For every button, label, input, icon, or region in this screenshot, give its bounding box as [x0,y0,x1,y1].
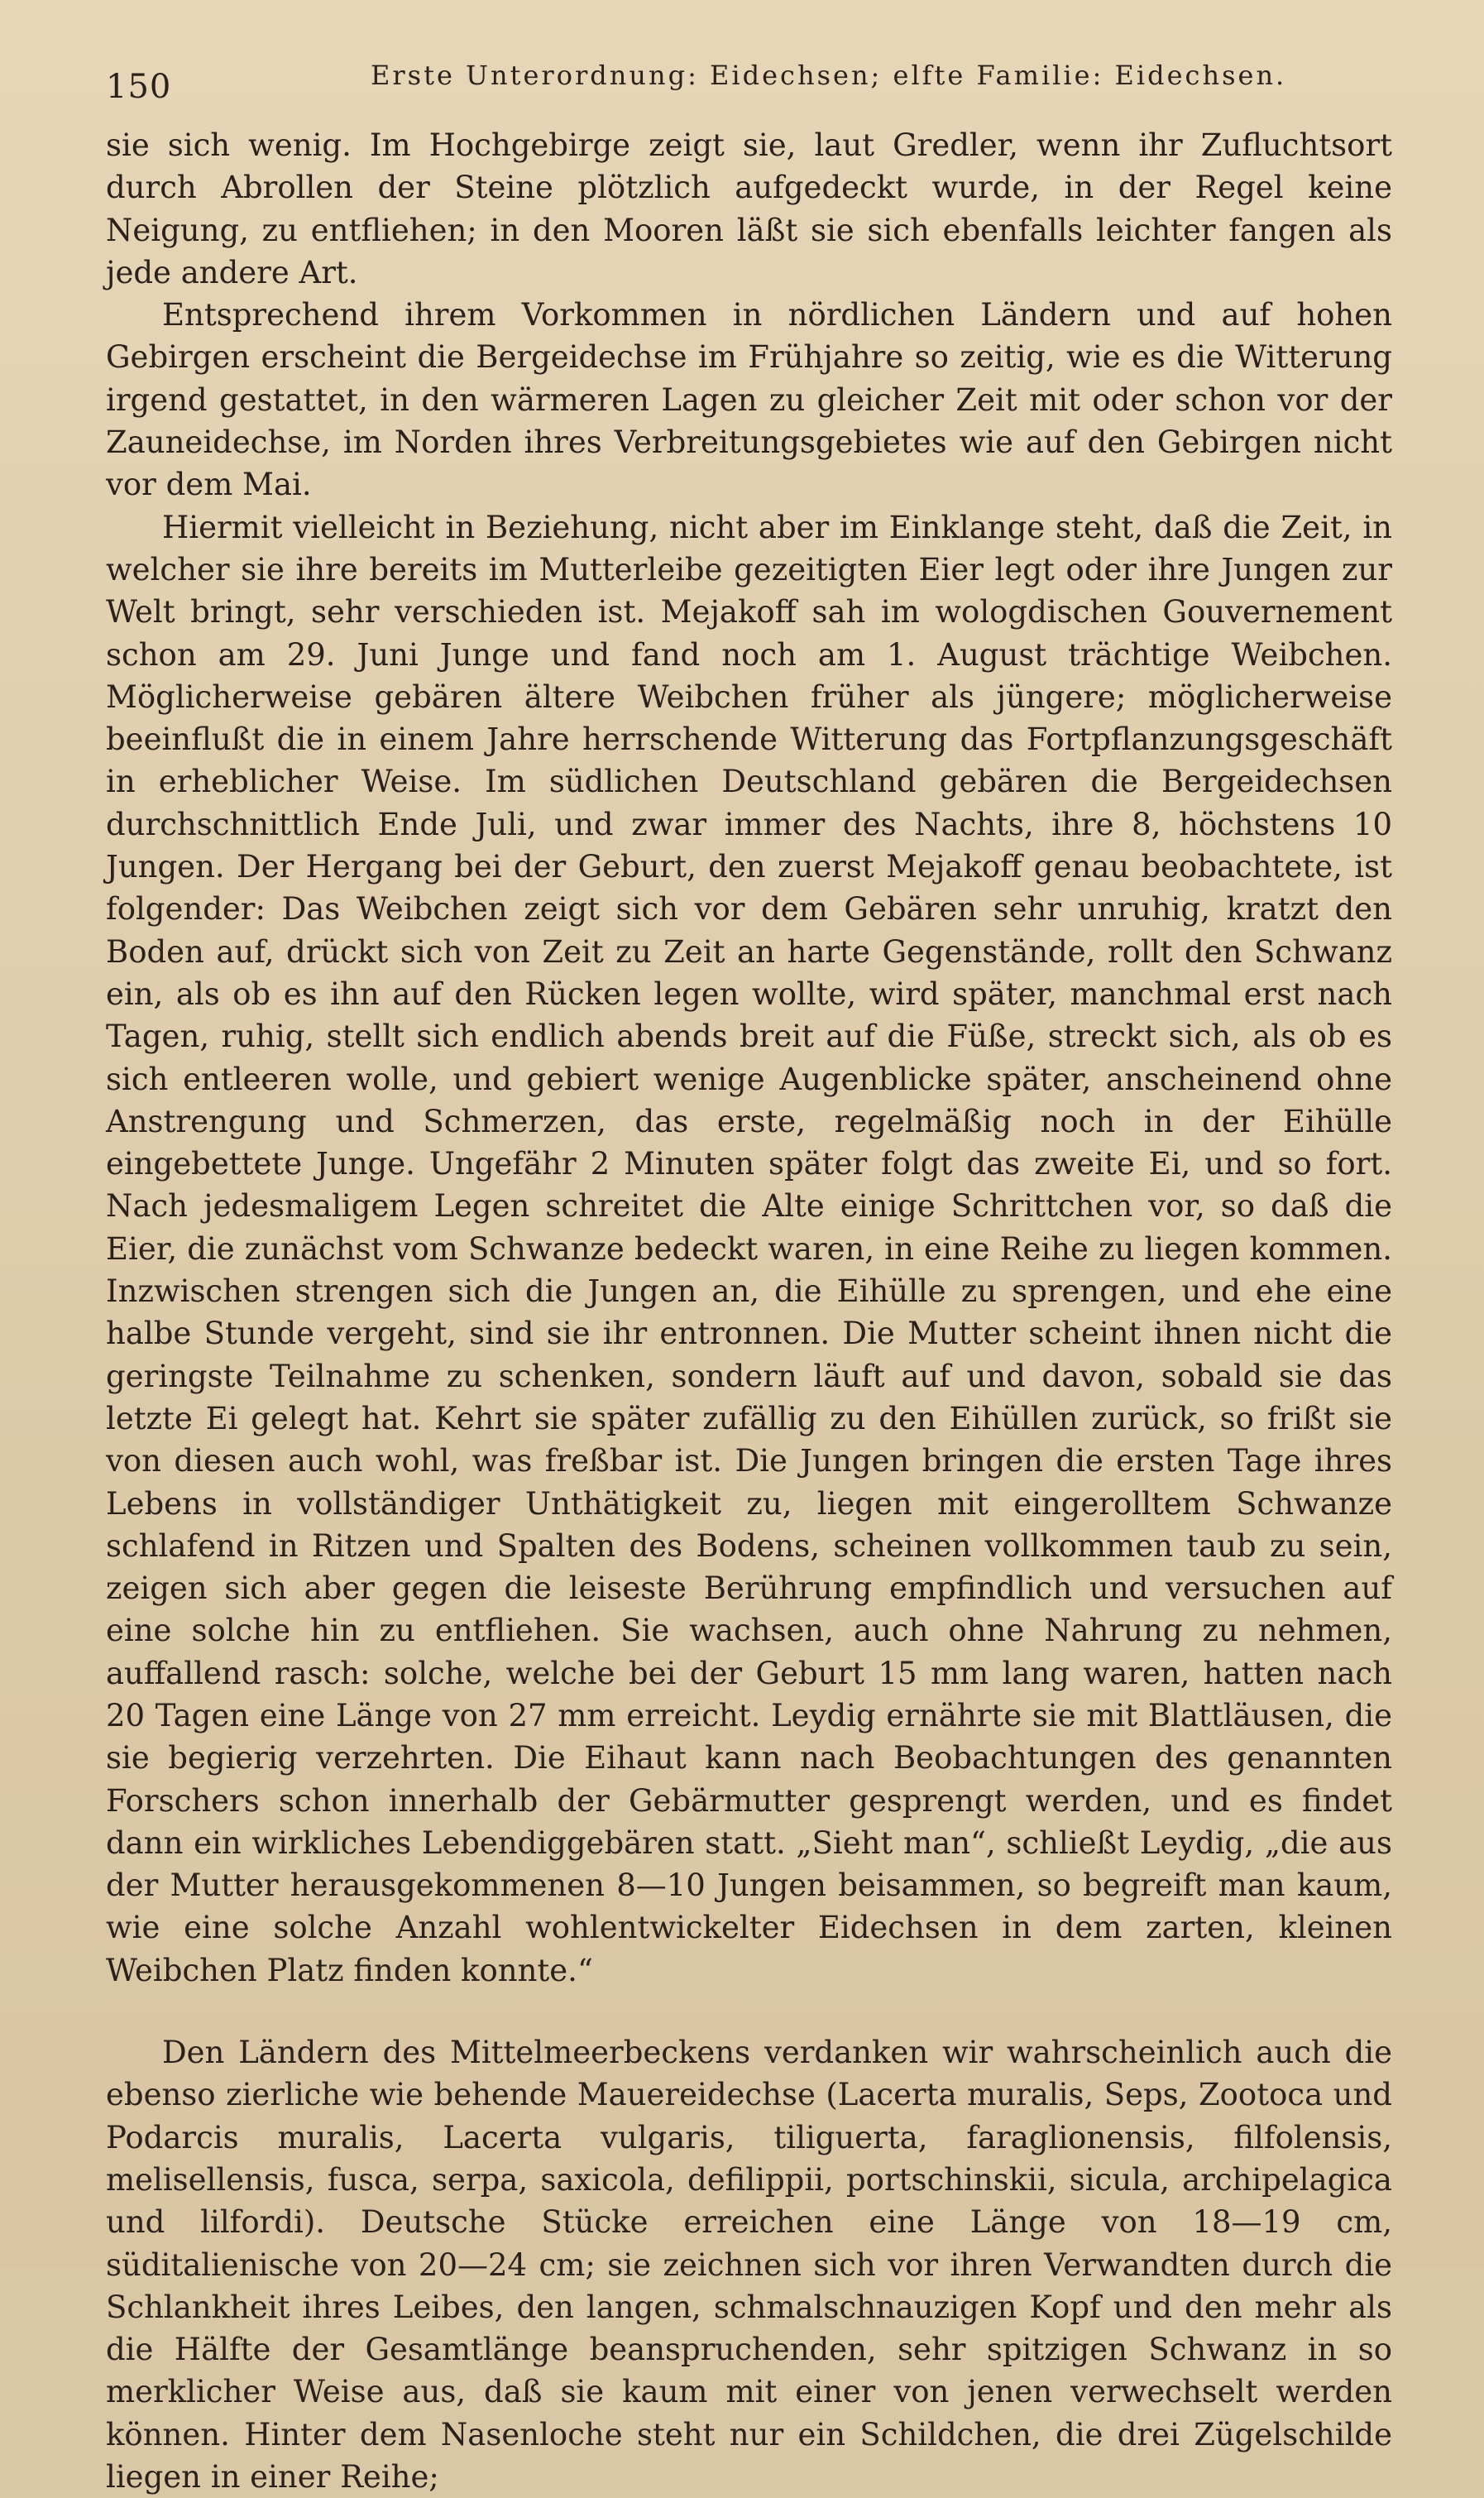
page-header [106,51,1396,106]
page-number: 150 [106,68,172,106]
paragraph: Entsprechend ihrem Vorkommen in nördlichen Ländern und auf hohen Gebirgen erscheint die Bergeidechse im Frühjahre so zeitig, wie es die Witterung irgend gestattet, in den wärmeren Lagen zu gleicher Zeit mit oder schon vor der Zauneidechse, im Norden ihres Verbreitungsgebietes wie auf den Gebirgen nicht vor dem Mai. [106,297,1392,503]
paragraph: sie sich wenig. Im Hochgebirge zeigt sie, laut Gredler, wenn ihr Zufluchtsort durch Abrollen der Steine plötzlich aufgedeckt wurde, in der Regel keine Neigung, zu entfliehen; in den Mooren läßt sie sich ebenfalls leichter fangen als jede andere Art. [106,127,1392,290]
paragraph: Hiermit vielleicht in Beziehung, nicht aber im Einklange steht, daß die Zeit, in welcher sie ihre bereits im Mutterleibe gezeitigten Eier legt oder ihre Jungen zur Welt bringt, sehr verschieden ist. Mejakoff sah im wologdischen Gouvernement schon am 29. Juni Junge und fand noch am 1. August trächtige Weibchen. Möglicherweise gebären ältere Weibchen früher als jüngere; möglicherweise beeinflußt die in einem Jahre herrschende Witterung das Fortpflanzungsgeschäft in erheblicher Weise. Im südlichen Deutschland gebären die Bergeidechsen durchschnittlich Ende Juli, und zwar immer des Nachts, ihre 8, höchstens 10 Jungen. Der Hergang bei der Geburt, den zuerst Mejakoff genau beobachtete, ist folgender: Das Weibchen zeigt sich vor dem Gebären sehr unruhig, kratzt den Boden auf, drückt sich von Zeit zu Zeit an harte Gegenstände, rollt den Schwanz ein, als ob es ihn auf den Rücken legen wollte, wird später, manchmal erst nach Tagen, ruhig, stellt sich endlich abends breit auf die Füße, streckt sich, als ob es sich entleeren wolle, und gebiert wenige Augenblicke später, anscheinend ohne Anstrengung und Schmerzen, das erste, regelmäßig noch in der Eihülle eingebettete Junge. Ungefähr 2 Minuten später folgt das zweite Ei, und so fort. Nach jedesmaligem Legen schreitet die Alte einige Schrittchen vor, so daß die Eier, die zunächst vom Schwanze bedeckt waren, in eine Reihe zu liegen kommen. Inzwischen strengen sich die Jungen an, die Eihülle zu sprengen, und ehe eine halbe Stunde vergeht, sind sie ihr entronnen. Die Mutter scheint ihnen nicht die geringste Teilnahme zu schenken, sondern läuft auf und davon, sobald sie das letzte Ei gelegt hat. Kehrt sie später zufällig zu den Eihüllen zurück, so frißt sie von diesen auch wohl, was freßbar ist. Die Jungen bringen die ersten Tage ihres Lebens in vollständiger Unthätigkeit zu, liegen mit eingerolltem Schwanze schlafend in Ritzen und Spalten des Bodens, scheinen vollkommen taub zu sein, zeigen sich aber gegen die leiseste Berührung empfindlich und versuchen auf eine solche hin zu entfliehen. Sie wachsen, auch ohne Nahrung zu nehmen, auffallend rasch: solche, welche bei der Geburt 15 mm lang waren, hatten nach 20 Tagen eine Länge von 27 mm erreicht. Leydig ernährte sie mit Blattläusen, die sie begierig verzehrten. Die Eihaut kann nach Beobachtungen des genannten Forschers schon innerhalb der Gebärmutter gesprengt werden, und es findet dann ein wirkliches Lebendiggebären statt. „Sieht man“, schließt Leydig, „die aus der Mutter herausgekommenen 8—10 Jungen beisammen, so begreift man kaum, wie eine solche Anzahl wohlentwickelter Eidechsen in dem zarten, kleinen Weibchen Platz finden konnte.“ [106,509,1392,1988]
body-text [106,124,1392,2498]
paragraph: Den Ländern des Mittelmeerbeckens verdanken wir wahrscheinlich auch die ebenso zierliche wie behende Mauereidechse (Lacerta muralis, Seps, Zootoca und Podarcis muralis, Lacerta vulgaris, tiliguerta, faraglionensis, filfolensis, melisellensis, fusca, serpa, saxicola, defilippii, portschinskii, sicula, archipelagica und lilfordi). Deutsche Stücke erreichen eine Länge von 18—19 cm, süditalienische von 20—24 cm; sie zeichnen sich vor ihren Verwandten durch die Schlankheit ihres Leibes, den langen, schmalschnauzigen Kopf und den mehr als die Hälfte der Gesamtlänge beanspruchenden, sehr spitzigen Schwanz in so merklicher Weise aus, daß sie kaum mit einer von jenen verwechselt werden können. Hinter dem Nasenloche steht nur ein Schildchen, die drei Zügelschilde liegen in einer Reihe; [106,2035,1392,2496]
running-title: Erste Unterordnung: Eidechsen; elfte Familie: Eidechsen. [371,60,1287,91]
